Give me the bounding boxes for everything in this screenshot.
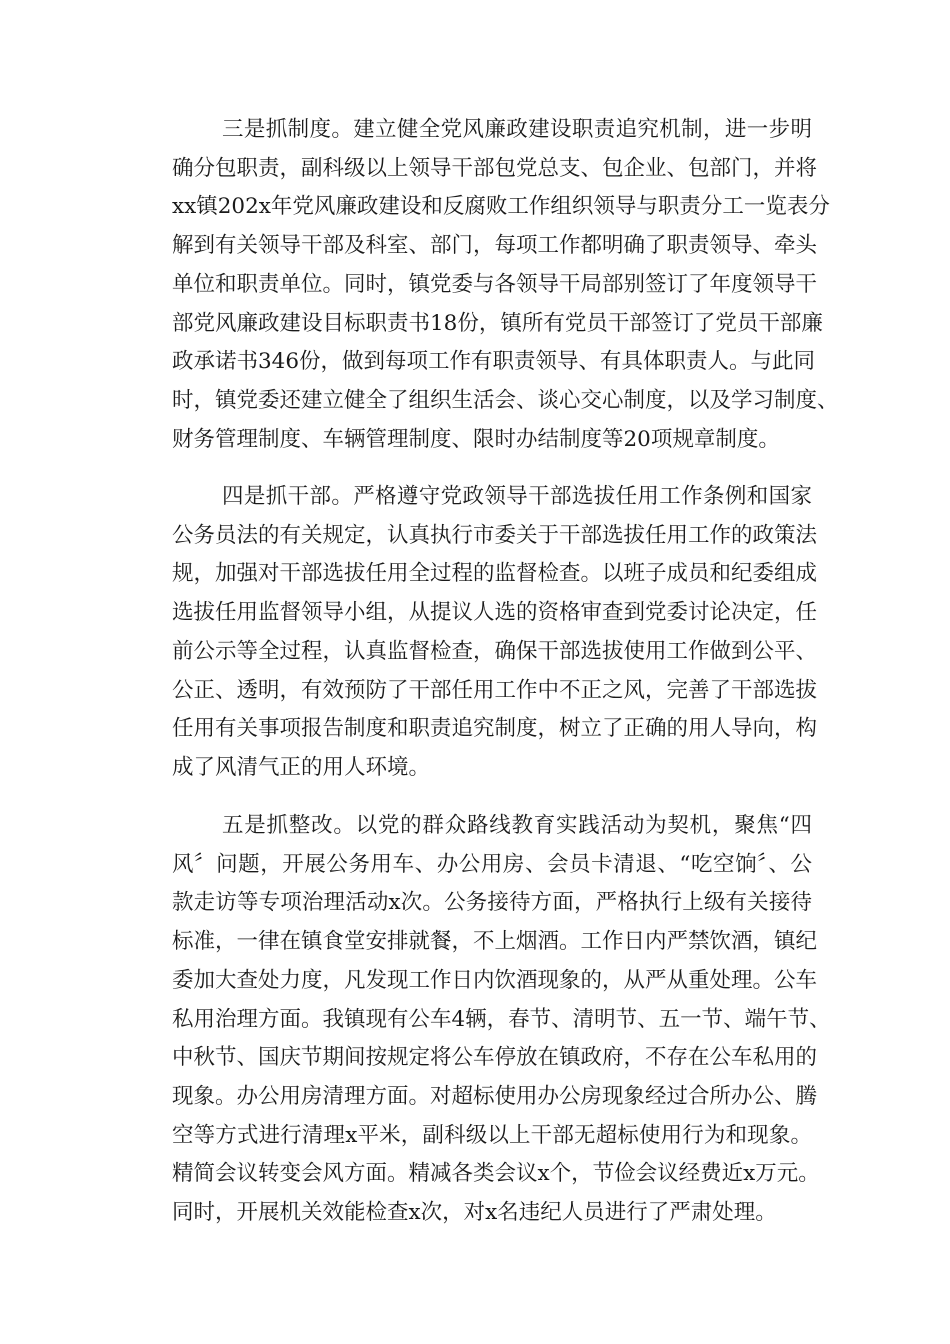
paragraph-cadre-management — [172, 478, 818, 788]
text-line: 时，镇党委还建立健全了组织生活会、谈心交心制度，以及学习制度、 — [172, 387, 839, 413]
text-line: 选拔任用监督领导小组，从提议人选的资格审查到党委讨论决定，任 — [172, 600, 818, 626]
text-line: 风〞问题，开展公务用车、办公用房、会员卡清退、“吃空饷〞、公 — [172, 851, 812, 877]
text-line: 成了风清气正的用人环境。 — [172, 754, 431, 780]
text-line: 委加大查处力度，凡发现工作日内饮酒现象的，从严从重处理。公车 — [172, 967, 818, 993]
text-line: 私用治理方面。我镇现有公车4辆，春节、清明节、五一节、端午节、 — [172, 1006, 831, 1032]
text-line: 同时，开展机关效能检查x次，对x名违纪人员进行了严肃处理。 — [172, 1200, 777, 1226]
paragraph-rectification — [172, 807, 831, 1233]
text-line: xx镇202x年党风廉政建设和反腐败工作组织领导与职责分工一览表分 — [172, 194, 830, 220]
text-line: 公务员法的有关规定，认真执行市委关于干部选拔任用工作的政策法 — [172, 522, 818, 548]
text-line: 规，加强对干部选拔任用全过程的监督检查。以班子成员和纪委组成 — [172, 561, 818, 587]
text-line: 五是抓整改。以党的群众路线教育实践活动为契机，聚焦“四 — [222, 813, 812, 838]
text-line: 四是抓干部。严格遵守党政领导干部选拔任用工作条例和国家 — [222, 484, 812, 509]
text-line: 财务管理制度、车辆管理制度、限时办结制度等20项规章制度。 — [172, 426, 780, 452]
text-line: 款走访等专项治理活动x次。公务接待方面，严格执行上级有关接待 — [172, 890, 812, 916]
text-line: 中秋节、国庆节期间按规定将公车停放在镇政府，不存在公车私用的 — [172, 1045, 818, 1071]
text-line: 任用有关事项报告制度和职责追究制度，树立了正确的用人导向，构 — [172, 716, 818, 742]
text-line: 标准，一律在镇食堂安排就餐，不上烟酒。工作日内严禁饮酒，镇纪 — [172, 929, 818, 955]
text-line: 三是抓制度。建立健全党风廉政建设职责追究机制，进一步明 — [222, 117, 812, 142]
text-line: 部党风廉政建设目标职责书18份，镇所有党员干部签订了党员干部廉 — [172, 310, 823, 336]
text-line: 空等方式进行清理x平米，副科级以上干部无超标使用行为和现象。 — [172, 1122, 812, 1148]
text-line: 单位和职责单位。同时，镇党委与各领导干局部别签订了年度领导干 — [172, 271, 818, 297]
paragraph-system-building — [172, 111, 839, 459]
text-line: 前公示等全过程，认真监督检查，确保干部选拔使用工作做到公平、 — [172, 638, 818, 664]
text-line: 确分包职责，副科级以上领导干部包党总支、包企业、包部门，并将 — [172, 155, 818, 181]
text-line: 现象。办公用房清理方面。对超标使用办公房现象经过合所办公、腾 — [172, 1083, 818, 1109]
text-line: 精简会议转变会风方面。精减各类会议x个，节俭会议经费近x万元。 — [172, 1161, 820, 1187]
text-line: 公正、透明，有效预防了干部任用工作中不正之风，完善了干部选拔 — [172, 677, 818, 703]
text-line: 解到有关领导干部及科室、部门，每项工作都明确了职责领导、牵头 — [172, 233, 818, 259]
text-line: 政承诺书346份，做到每项工作有职责领导、有具体职责人。与此同 — [172, 349, 816, 375]
